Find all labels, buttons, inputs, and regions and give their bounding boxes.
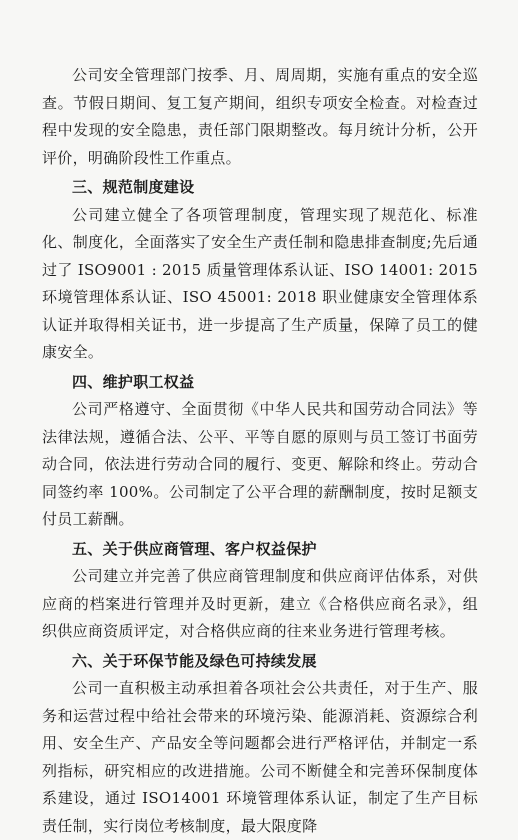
- paragraph-supplier-management: 公司建立并完善了供应商管理制度和供应商评估体系，对供应商的档案进行管理并及时更新，建立《合格供应商名录》，组织供应商资质评定，对合格供应商的往来业务进行管理考核。: [42, 567, 478, 640]
- paragraph-environmental-protection: 公司一直积极主动承担着各项社会公共责任，对于生产、服务和运营过程中给社会带来的环境污染、能源消耗、资源综合利用、安全生产、产品安全等问题都会进行严格评估，并制定一系列指标，研究相应的改进措施。公司不断健全和完善环保制度体系建设，通过 ISO14001 环境管理体系认证，制定了生产目标责任制，实行岗位考核制度，最大限度降: [42, 679, 478, 835]
- heading-environmental-protection: 六、关于环保节能及绿色可持续发展: [72, 651, 317, 670]
- heading-supplier-management: 五、关于供应商管理、客户权益保护: [72, 539, 317, 558]
- paragraph-regulation-system: 公司建立健全了各项管理制度，管理实现了规范化、标准化、制度化，全面落实了安全生产责任制和隐患排查制度;先后通过了 ISO9001 : 2015 质量管理体系认证、ISO 14001: 2015 环境管理体系认证、ISO 45001: 2018 职业健康安全管理体系认证并取得相关证书，进一步提高了生产质量，保障了员工的健康安全。: [42, 205, 478, 361]
- heading-regulation-system: 三、规范制度建设: [72, 178, 195, 196]
- paragraph-safety-inspection: 公司安全管理部门按季、月、周周期，实施有重点的安全巡查。节假日期间、复工复产期间，组织专项安全检查。对检查过程中发现的安全隐患，责任部门限期整改。每月统计分析，公开评价，明确阶段性工作重点。: [42, 66, 478, 167]
- heading-employee-rights: 四、维护职工权益: [72, 372, 195, 391]
- paragraph-employee-rights: 公司严格遵守、全面贯彻《中华人民共和国劳动合同法》等法律法规，遵循合法、公平、平等自愿的原则与员工签订书面劳动合同，依法进行劳动合同的履行、变更、解除和终止。劳动合同签约率 100%。公司制定了公平合理的薪酬制度，按时足额支付员工薪酬。: [42, 400, 478, 528]
